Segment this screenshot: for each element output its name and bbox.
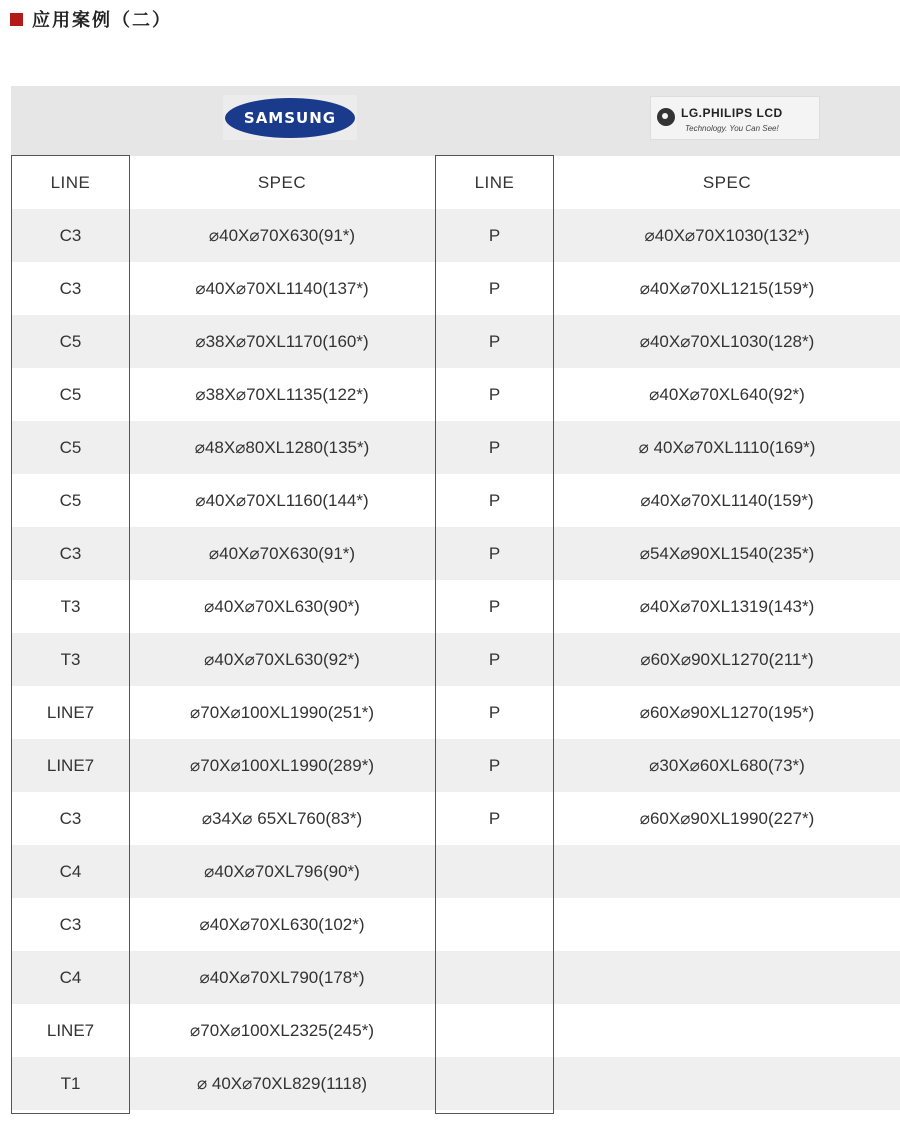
samsung-spec-cell: ⌀34X⌀ 65XL760(83*) [201, 808, 363, 828]
samsung-spec-cell: ⌀70X⌀100XL1990(251*) [190, 702, 374, 722]
lg-logo-tagline: Technology. You Can See! [685, 124, 779, 133]
samsung-line-cell: T3 [60, 649, 81, 669]
table-row [11, 792, 900, 845]
lg-line-cell: P [488, 490, 501, 510]
lg-spec-cell: ⌀40X⌀70XL1319(143*) [639, 596, 815, 616]
samsung-spec-header: SPEC [257, 172, 307, 192]
table-row [11, 951, 900, 1004]
samsung-line-cell: C4 [59, 967, 82, 987]
samsung-logo-mark [225, 98, 355, 138]
lg-line-cell: P [488, 331, 501, 351]
lg-spec-cell: ⌀40X⌀70XL640(92*) [649, 384, 805, 404]
lg-spec-cell [554, 1004, 900, 1057]
samsung-line-cell: C5 [59, 331, 82, 351]
samsung-logo [223, 95, 357, 140]
page-title [10, 8, 172, 30]
lg-line-cell [435, 1004, 554, 1057]
samsung-spec-cell: ⌀40X⌀70XL790(178*) [199, 967, 365, 987]
lg-spec-cell: ⌀60X⌀90XL1270(195*) [639, 702, 815, 722]
lg-line-cell [435, 898, 554, 951]
samsung-spec-cell: ⌀40X⌀70X630(91*) [208, 543, 356, 563]
lg-line-cell: P [488, 649, 501, 669]
lg-line-cell: P [488, 384, 501, 404]
samsung-line-cell: C5 [59, 490, 82, 510]
samsung-line-cell: LINE7 [46, 702, 95, 722]
table-row [11, 739, 900, 792]
table-row [11, 1057, 900, 1110]
table-row [11, 262, 900, 315]
lg-line-cell: P [488, 808, 501, 828]
table-row [11, 633, 900, 686]
samsung-line-cell: C4 [59, 861, 82, 881]
lg-spec-cell: ⌀40X⌀70XL1140(159*) [640, 490, 814, 510]
table-row [11, 368, 900, 421]
table-row [11, 1004, 900, 1057]
lg-philips-logo [650, 96, 820, 140]
samsung-line-cell: LINE7 [46, 1020, 95, 1040]
lg-line-cell [435, 1057, 554, 1110]
lg-line-cell: P [488, 702, 501, 722]
samsung-line-cell: C3 [59, 278, 82, 298]
table-header-row [11, 156, 900, 209]
samsung-spec-cell: ⌀70X⌀100XL2325(245*) [190, 1020, 374, 1040]
lg-spec-cell [554, 1057, 900, 1110]
lg-line-cell [435, 951, 554, 1004]
lg-spec-cell: ⌀40X⌀70XL1030(128*) [639, 331, 815, 351]
lg-line-cell: P [488, 543, 501, 563]
samsung-line-cell: C5 [59, 384, 82, 404]
lg-spec-cell: ⌀30X⌀60XL680(73*) [649, 755, 805, 775]
samsung-spec-cell: ⌀48X⌀80XL1280(135*) [194, 437, 370, 457]
table-row [11, 209, 900, 262]
lg-spec-cell: ⌀40X⌀70X1030(132*) [644, 225, 810, 245]
lg-spec-cell: ⌀60X⌀90XL1270(211*) [640, 649, 814, 669]
samsung-line-cell: C3 [59, 225, 82, 245]
samsung-spec-cell: ⌀38X⌀70XL1170(160*) [195, 331, 369, 351]
lg-spec-cell: ⌀ 40X⌀70XL1110(169*) [638, 437, 816, 457]
lg-logo-name: LG.PHILIPS LCD [681, 106, 783, 120]
lg-line-cell: P [488, 755, 501, 775]
samsung-line-cell: C3 [59, 543, 82, 563]
lg-spec-header: SPEC [702, 172, 752, 192]
samsung-spec-cell: ⌀70X⌀100XL1990(289*) [190, 755, 374, 775]
table-row [11, 580, 900, 633]
samsung-spec-cell: ⌀ 40X⌀70XL829(1118) [196, 1073, 368, 1093]
lg-line-cell: P [488, 278, 501, 298]
table-row [11, 421, 900, 474]
table-row [11, 686, 900, 739]
samsung-line-cell: T1 [60, 1073, 81, 1093]
samsung-line-cell: C3 [59, 808, 82, 828]
samsung-line-cell: LINE7 [46, 755, 95, 775]
title-bullet-icon [10, 13, 23, 26]
samsung-spec-cell: ⌀40X⌀70XL1160(144*) [195, 490, 369, 510]
samsung-spec-cell: ⌀40X⌀70XL630(90*) [204, 596, 360, 616]
lg-spec-cell [554, 951, 900, 1004]
table-row [11, 315, 900, 368]
samsung-spec-cell: ⌀40X⌀70XL630(92*) [204, 649, 360, 669]
lg-spec-cell: ⌀54X⌀90XL1540(235*) [639, 543, 815, 563]
table-row [11, 898, 900, 951]
page-title-text: 应用案例（二） [32, 10, 172, 31]
samsung-line-cell: C5 [59, 437, 82, 457]
lg-line-cell: P [488, 596, 501, 616]
table-row [11, 474, 900, 527]
samsung-spec-cell: ⌀40X⌀70X630(91*) [208, 225, 356, 245]
lg-spec-cell: ⌀40X⌀70XL1215(159*) [639, 278, 815, 298]
samsung-line-header: LINE [50, 172, 91, 192]
samsung-spec-cell: ⌀38X⌀70XL1135(122*) [195, 384, 369, 404]
lg-spec-cell [554, 845, 900, 898]
table-row [11, 527, 900, 580]
lg-spec-cell: ⌀60X⌀90XL1990(227*) [639, 808, 815, 828]
lg-line-cell: P [488, 225, 501, 245]
lg-logo-icon [657, 108, 675, 126]
samsung-spec-cell: ⌀40X⌀70XL1140(137*) [195, 278, 369, 298]
lg-line-header: LINE [474, 172, 515, 192]
samsung-spec-cell: ⌀40X⌀70XL630(102*) [199, 914, 365, 934]
lg-line-cell [435, 845, 554, 898]
samsung-logo-text: SAMSUNG [243, 108, 337, 127]
table-row [11, 845, 900, 898]
samsung-spec-cell: ⌀40X⌀70XL796(90*) [204, 861, 360, 881]
samsung-line-cell: C3 [59, 914, 82, 934]
samsung-line-cell: T3 [60, 596, 81, 616]
lg-line-cell: P [488, 437, 501, 457]
lg-spec-cell [554, 898, 900, 951]
